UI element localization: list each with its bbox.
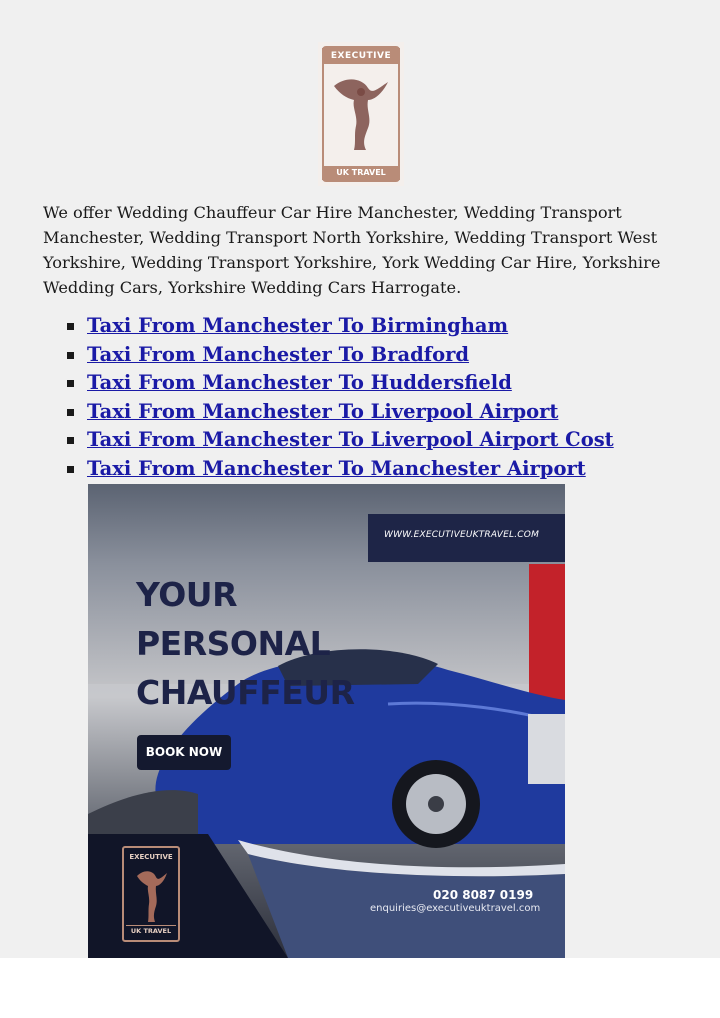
bullet-icon xyxy=(67,437,74,444)
ad-headline xyxy=(136,570,355,717)
link-huddersfield[interactable]: Taxi From Manchester To Huddersfield xyxy=(87,371,512,395)
logo-bottom-text: UK TRAVEL xyxy=(322,166,400,180)
bullet-icon xyxy=(67,466,74,473)
headline-line-2: PERSONAL xyxy=(136,624,331,663)
link-liverpool-airport-cost[interactable]: Taxi From Manchester To Liverpool Airport Cost xyxy=(87,428,614,452)
headline-line-3: CHAUFFEUR xyxy=(136,673,355,712)
bullet-icon xyxy=(67,323,74,330)
list-item xyxy=(64,312,614,341)
list-item xyxy=(64,398,614,427)
bullet-icon xyxy=(67,409,74,416)
bullet-icon xyxy=(67,352,74,359)
spirit-of-ecstasy-icon xyxy=(332,72,390,154)
list-item xyxy=(64,369,614,398)
list-item xyxy=(64,341,614,370)
ad-logo-top-text: EXECUTIVE xyxy=(129,853,173,861)
intro-paragraph: We offer Wedding Chauffeur Car Hire Manchester, Wedding Transport Manchester, Wedding Transport North Yorkshire, Wedding Transport West Yorkshire, Wedding Transport Yorkshire, York Wedding Car Hire, Yorkshire Wedding Cars, Yorkshire Wedding Cars Harrogate. xyxy=(43,203,661,297)
link-birmingham[interactable]: Taxi From Manchester To Birmingham xyxy=(87,314,509,337)
link-bradford[interactable]: Taxi From Manchester To Bradford xyxy=(87,342,470,366)
page-footer-area xyxy=(0,958,720,1018)
ad-brand-logo xyxy=(122,846,180,942)
book-now-button[interactable]: BOOK NOW xyxy=(137,735,231,770)
chauffeur-ad-banner[interactable] xyxy=(88,484,565,958)
phone-number[interactable]: 020 8087 0199 xyxy=(433,888,534,902)
website-url[interactable]: WWW.EXECUTIVEUKTRAVEL.COM xyxy=(384,530,540,540)
headline-line-1: YOUR xyxy=(136,575,237,614)
logo-top-text: EXECUTIVE xyxy=(322,48,400,64)
ad-logo-bottom-text: UK TRAVEL xyxy=(126,925,176,937)
spirit-of-ecstasy-icon xyxy=(136,866,168,924)
list-item xyxy=(64,455,614,484)
company-logo xyxy=(318,42,404,186)
list-item xyxy=(64,426,614,455)
email-address[interactable]: enquiries@executiveuktravel.com xyxy=(370,903,541,914)
link-liverpool-airport[interactable]: Taxi From Manchester To Liverpool Airport xyxy=(87,399,559,423)
taxi-links-list xyxy=(64,312,614,484)
bullet-icon xyxy=(67,380,74,387)
link-manchester-airport[interactable]: Taxi From Manchester To Manchester Airport xyxy=(87,456,586,480)
